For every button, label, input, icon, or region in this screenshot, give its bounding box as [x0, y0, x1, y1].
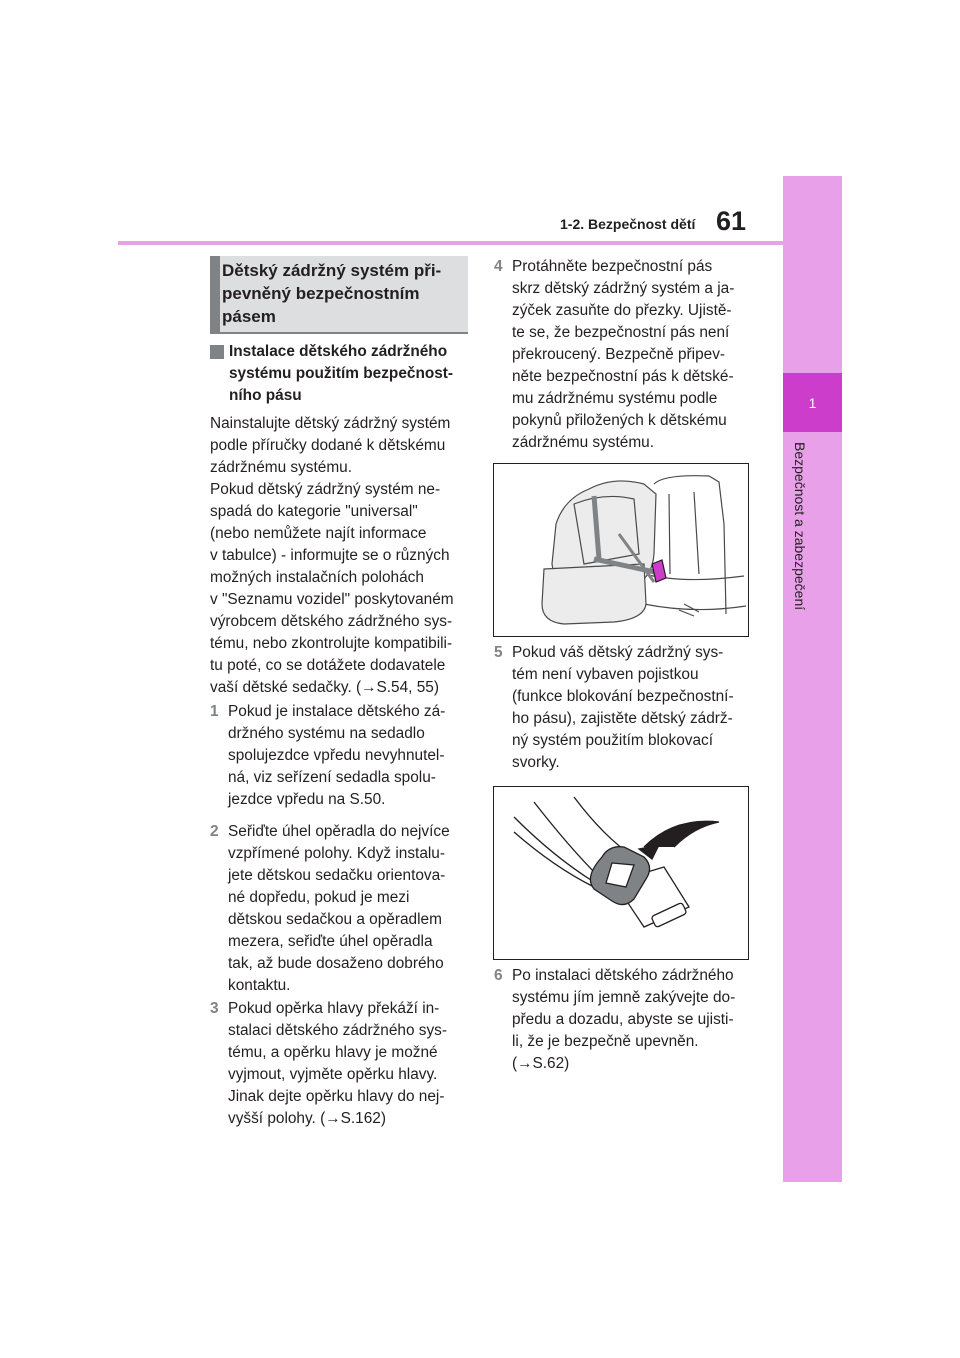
step-text: Pokud je instalace dětského zá- držného systému na sedadlo spolujezdce vpředu nevyhnutel- ná, viz seřízení sedadla spolu- jezdce vpředu na S.50.: [228, 703, 446, 808]
locking-clip-illustration: [493, 786, 749, 960]
intro-paragraph: Nainstalujte dětský zádržný systém podle příručky dodané k dětskému zádržnému systému. Pokud dětský zádržný systém ne- spadá do kategorie "universal" (nebo nemůžete najít informace v tabulce) - informujte se o různých možných instalačních polohách v "Seznamu vozidel" poskytovaném výrobcem dětského zádržného sys- tému, nebo zkontrolujte kompatibili- tu poté, co se dotážete dodavatele vaší dětské sedačky. (→S.54, 55): [210, 415, 454, 696]
step-text: Seřiďte úhel opěradla do nejvíce vzpřímené polohy. Když instalu- jete dětskou sedačku orientova- né dopředu, pokud je mezi dětskou sedačkou a opěradlem mezera, seřiďte úhel opěradla tak, až bude dosaženo dobrého kontaktu.: [228, 823, 450, 994]
step-number: 3: [210, 1000, 219, 1017]
child-seat-illustration: [493, 463, 749, 637]
step-2: [210, 821, 472, 997]
chapter-side-band: [783, 176, 842, 1182]
step-3: [210, 998, 472, 1130]
square-bullet-icon: [210, 345, 224, 359]
step-6: [494, 965, 756, 1075]
step-4: [494, 256, 756, 454]
step-1: [210, 701, 472, 811]
step-text: Pokud váš dětský zádržný sys- tém není vybaven pojistkou (funkce blokování bezpečnostní- ho pásu), zajistěte dětský zádrž- ný systém použitím blokovací svorky.: [512, 644, 734, 771]
step-number: 2: [210, 823, 219, 840]
page-number: 61: [716, 206, 747, 236]
step-number: 4: [494, 258, 503, 275]
chapter-number-tab[interactable]: 1: [783, 373, 842, 432]
step-text: Pokud opěrka hlavy překáží in- stalaci dětského zádržného sys- tému, a opěrku hlavy je možné vyjmout, vyjměte opěrku hlavy. Jinak dejte opěrku hlavy do nej- vyšší polohy. (→S.162): [228, 1000, 448, 1127]
section-title: 1-2. Bezpečnost dětí: [560, 216, 696, 232]
step-5: [494, 642, 756, 774]
child-seat-belt-icon: [494, 464, 748, 636]
locking-clip-icon: [494, 787, 748, 959]
sub-heading: Instalace dětského zádržného systému použitím bezpečnost- ního pásu: [229, 343, 454, 404]
step-text: Protáhněte bezpečnostní pás skrz dětský zádržný systém a ja- zýček zasuňte do přezky. Ujistě- te se, že bezpečnostní pás není překroucený. Bezpečně připev- něte bezpečnostní pás k dětské- mu zádržnému systému podle pokynů přiložených k dětskému zádržnému systému.: [512, 258, 735, 451]
chapter-title-vertical: Bezpečnost a zabezpečení: [792, 442, 808, 611]
step-number: 6: [494, 967, 503, 984]
header-rule: [118, 241, 783, 245]
step-number: 1: [210, 703, 219, 720]
step-number: 5: [494, 644, 503, 661]
step-text: Po instalaci dětského zádržného systému jím jemně zakývejte do- předu a dozadu, abyste se ujisti- li, že je bezpečně upevněn. (→S.62): [512, 967, 736, 1072]
section-heading: Dětský zádržný systém při- pevněný bezpečnostním pásem: [222, 261, 442, 326]
